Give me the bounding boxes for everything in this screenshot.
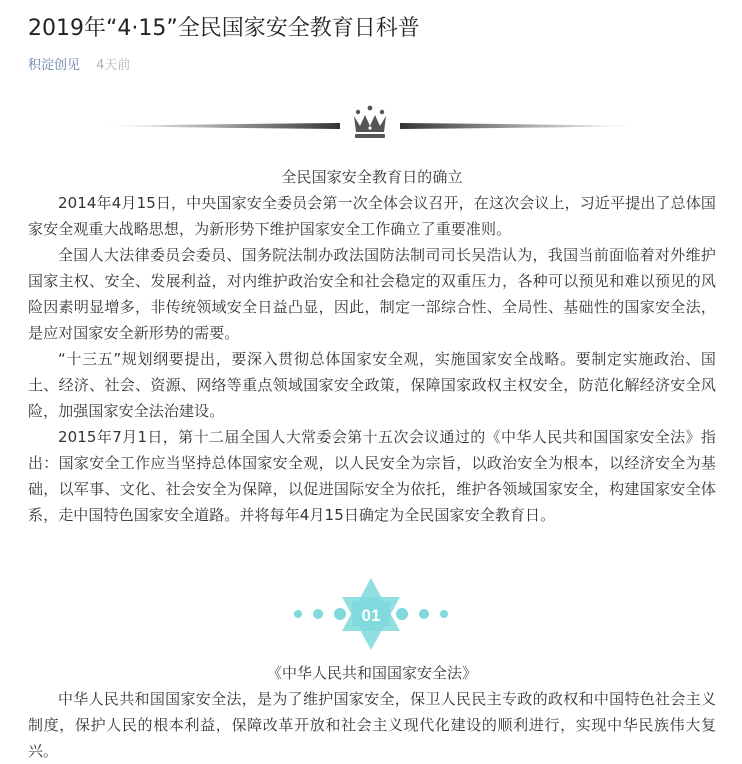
author-link[interactable]: 积淀创见	[28, 58, 81, 73]
divider-line-right	[400, 123, 640, 129]
badge-number: 01	[361, 606, 381, 625]
badge-dots-right	[396, 608, 448, 620]
divider-line-left	[100, 123, 340, 129]
paragraph: “十三五”规划纲要提出，要深入贯彻总体国家安全观，实施国家安全战略。要制定实施政治、国土、经济、社会、资源、网络等重点领域国家安全政策，保障国家政权主权安全，防范化解经济安全风险，加强国家安全法治建设。	[28, 350, 716, 420]
badge-dots-left	[294, 608, 346, 620]
article-meta	[28, 57, 130, 75]
section-number-badge	[290, 576, 452, 652]
crown-divider	[100, 104, 640, 148]
section-1	[28, 164, 716, 528]
section-2-heading: 《中华人民共和国国家安全法》	[266, 664, 477, 682]
paragraph: 全国人大法律委员会委员、国务院法制办政法国防法制司司长吴浩认为，我国当前面临着对外维护国家主权、安全、发展利益，对内维护政治安全和社会稳定的双重压力，各种可以预见和难以预见的风险因素明显增多，非传统领域安全日益凸显，因此，制定一部综合性、全局性、基础性的国家安全法，是应对国家安全新形势的需要。	[28, 246, 716, 342]
section-1-heading: 全民国家安全教育日的确立	[281, 168, 463, 186]
paragraph: 2014年4月15日，中央国家安全委员会第一次全体会议召开，在这次会议上，习近平提出了总体国家安全观重大战略思想，为新形势下维护国家安全工作确立了重要准则。	[28, 194, 716, 238]
section-2	[28, 660, 716, 764]
paragraph: 2015年7月1日，第十二届全国人大常委会第十五次会议通过的《中华人民共和国国家安全法》指出：国家安全工作应当坚持总体国家安全观，以人民安全为宗旨，以政治安全为根本，以经济安全为基础，以军事、文化、社会安全为保障，以促进国际安全为依托，维护各领域国家安全，构建国家安全体系，走中国特色国家安全道路。并将每年4月15日确定为全民国家安全教育日。	[28, 428, 716, 524]
article-title: 2019年“4·15”全民国家安全教育日科普	[28, 16, 420, 41]
paragraph: 中华人民共和国国家安全法，是为了维护国家安全，保卫人民民主专政的政权和中国特色社会主义制度，保护人民的根本利益，保障改革开放和社会主义现代化建设的顺利进行，实现中华民族伟大复兴。	[28, 690, 716, 760]
crown-icon	[354, 106, 386, 138]
publish-time: 4天前	[96, 58, 131, 73]
